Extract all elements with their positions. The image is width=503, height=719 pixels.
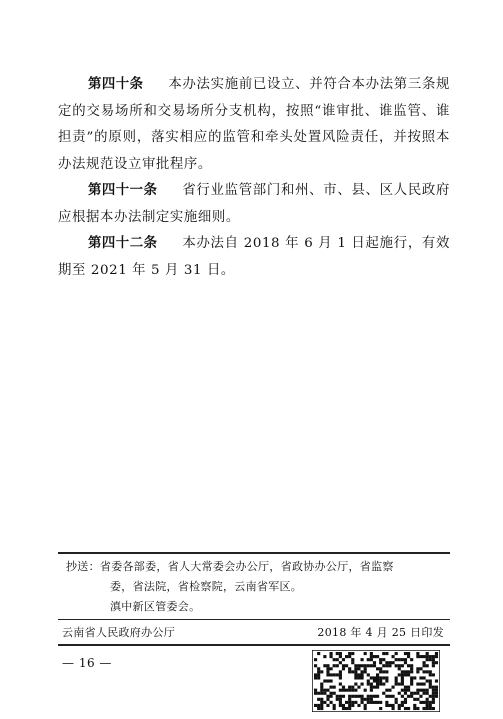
article-41: [58, 178, 450, 231]
copy-to-line-2: 委，省法院，省检察院，云南省军区。: [110, 580, 303, 593]
issue-date: 2018 年 4 月 25 日印发: [317, 626, 444, 639]
article-42: [58, 231, 450, 284]
issuing-office: 云南省人民政府办公厅: [62, 626, 175, 639]
article-41-heading: 第四十一条: [88, 183, 158, 198]
top-divider: [58, 552, 450, 554]
article-40: [58, 72, 450, 178]
article-42-body: 本办法自 2018 年 6 月 1 日起施行，有效期至 2021 年 5 月 31 日。: [58, 236, 451, 278]
article-40-body: 本办法实施前已设立、并符合本办法第三条规定的交易场所和交易场所分支机构，按照“谁审批、谁监管、谁担责”的原则，落实相应的监管和牵头处置风险责任，并按照本办法规范设立审批程序。: [58, 77, 451, 172]
middle-divider: [58, 619, 450, 620]
copy-to-line-1: 省委各部委，省人大常委会办公厅，省政协办公厅，省监察: [99, 560, 394, 573]
article-40-heading: 第四十条: [88, 77, 144, 92]
copy-to-line-3: 滇中新区管委会。: [110, 600, 201, 613]
bottom-divider: [58, 644, 450, 646]
barcode-image: [312, 650, 440, 712]
article-41-body: 省行业监管部门和州、市、县、区人民政府应根据本办法制定实施细则。: [58, 183, 451, 225]
copy-to-block: [66, 557, 450, 617]
article-41-spacer: [162, 183, 177, 198]
article-40-spacer: [149, 77, 164, 92]
article-42-spacer: [162, 236, 177, 251]
article-42-heading: 第四十二条: [88, 236, 158, 251]
page-number: — 16 —: [62, 656, 112, 670]
copy-to-label: 抄送：: [66, 560, 100, 573]
